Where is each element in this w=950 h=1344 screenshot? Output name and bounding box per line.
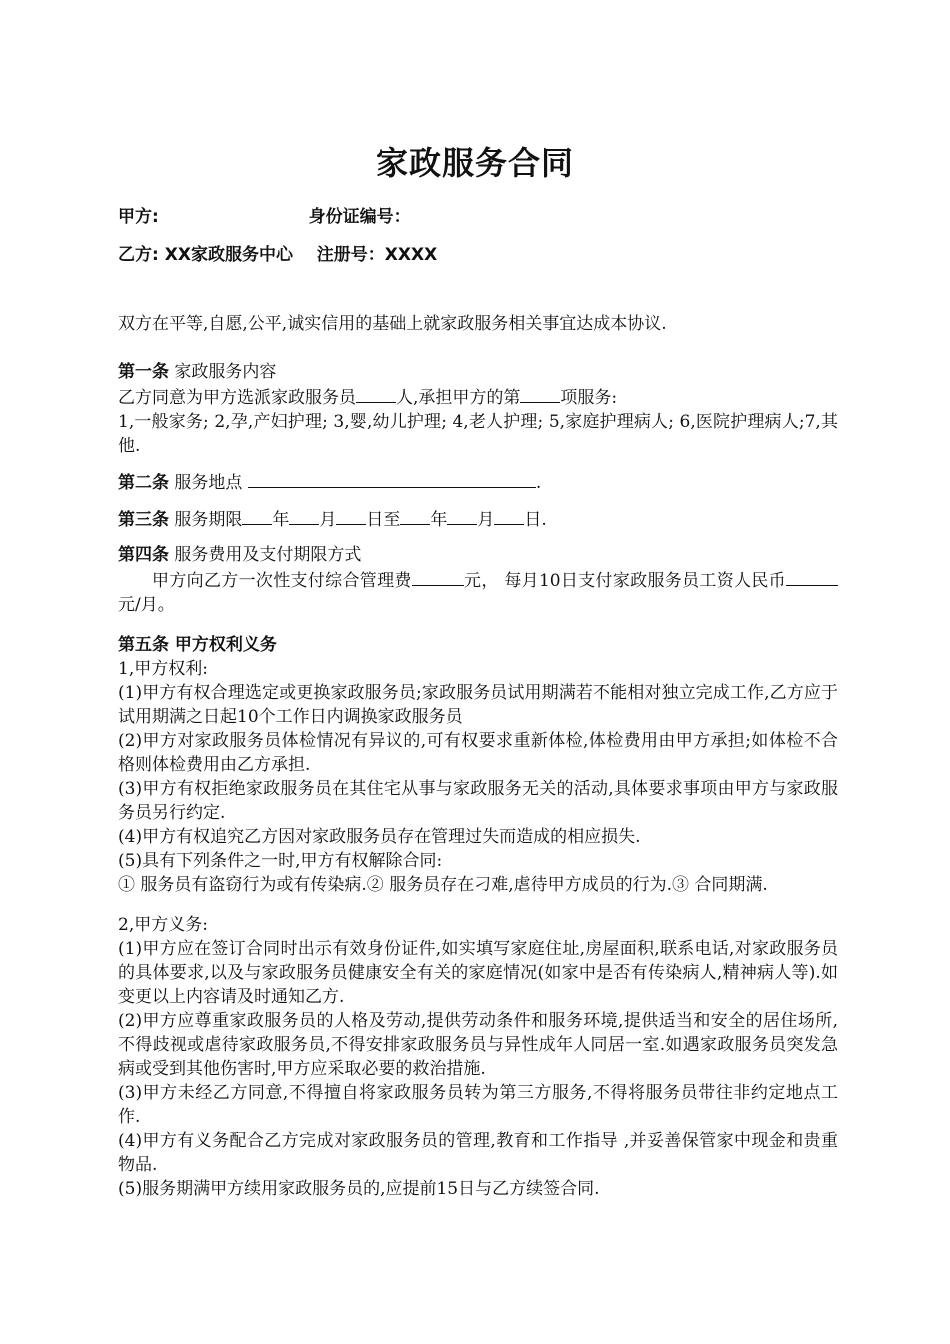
party-b-name: XX家政服务中心 bbox=[164, 245, 293, 265]
article-4-text: 甲方向乙方一次性支付综合管理费 元， 每月10日支付家政服务员工资人民币元/月。 bbox=[118, 567, 838, 617]
article-4-heading: 第四条 服务费用及支付期限方式 bbox=[118, 545, 362, 565]
article-2: 第二条 服务地点 . bbox=[118, 469, 838, 495]
article-1-line: 乙方同意为甲方选派家政服务员 人,承担甲方的第 项服务: bbox=[118, 384, 838, 410]
contract-body bbox=[118, 312, 838, 1201]
rights-heading: 1,甲方权利: bbox=[118, 659, 208, 679]
right-4: (4)甲方有权追究乙方因对家政服务员存在管理过失而造成的相应损失. bbox=[118, 827, 641, 847]
blank-item bbox=[520, 384, 560, 403]
document-title: 家政服务合同 bbox=[375, 144, 574, 182]
party-b-reg-no: XXXX bbox=[384, 245, 438, 265]
article-1-items: 1,一般家务; 2,孕,产妇护理; 3,婴,幼儿护理; 4,老人护理; 5,家庭护理病人; 6,医院护理病人;7,其他. bbox=[118, 412, 838, 456]
party-b-line bbox=[118, 240, 437, 265]
duties-heading: 2,甲方义务: bbox=[118, 915, 208, 935]
party-a-line bbox=[118, 202, 411, 227]
duty-2: (2)甲方应尊重家政服务员的人格及劳动,提供劳动条件和服务环境,提供适当和安全的居住场所,不得歧视或虐待家政服务员,不得安排家政服务员与异性成年人同居一室.如遇家政服务员突发急病或受到其他伤害时,甲方应采取必要的救治措施. bbox=[118, 1011, 838, 1079]
article-1-heading: 第一条 家政服务内容 bbox=[118, 362, 277, 382]
blank-location bbox=[248, 469, 536, 488]
right-1: (1)甲方有权合理选定或更换家政服务员;家政服务员试用期满若不能相对独立完成工作,乙方应于试用期满之日起10个工作日内调换家政服务员 bbox=[118, 683, 838, 727]
right-2: (2)甲方对家政服务员体检情况有异议的,可有权要求重新体检,体检费用由甲方承担;如体检不合格则体检费用由乙方承担. bbox=[118, 731, 838, 775]
party-a-id-label: 身份证编号： bbox=[308, 207, 411, 227]
party-b-label: 乙方: bbox=[118, 245, 159, 265]
duty-3: (3)甲方未经乙方同意,不得擅自将家政服务员转为第三方服务,不得将服务员带往非约定地点工作. bbox=[118, 1083, 838, 1127]
right-5-conditions: ① 服务员有盗窃行为或有传染病.② 服务员存在刁难,虐待甲方成员的行为.③ 合同期满. bbox=[118, 875, 768, 895]
intro-paragraph: 双方在平等,自愿,公平,诚实信用的基础上就家政服务相关事宜达成本协议. bbox=[118, 314, 667, 334]
blank-count bbox=[356, 384, 396, 403]
right-5: (5)具有下列条件之一时,甲方有权解除合同: bbox=[118, 851, 443, 871]
duty-5: (5)服务期满甲方续用家政服务员的,应提前15日与乙方续签合同. bbox=[118, 1179, 600, 1199]
party-a-label: 甲方: bbox=[118, 207, 159, 227]
article-3: 第三条 服务期限 年 月 日至 年 月 日. bbox=[118, 506, 838, 532]
article-5-heading: 第五条 甲方权利义务 bbox=[118, 635, 277, 655]
duty-4: (4)甲方有义务配合乙方完成对家政服务员的管理,教育和工作指导 ,并妥善保管家中现金和贵重物品. bbox=[118, 1131, 838, 1175]
right-3: (3)甲方有权拒绝家政服务员在其住宅从事与家政服务无关的活动,具体要求事项由甲方与家政服务员另行约定. bbox=[118, 779, 838, 823]
party-b-reg-label: 注册号： bbox=[316, 245, 385, 265]
duty-1: (1)甲方应在签订合同时出示有效身份证件,如实填写家庭住址,房屋面积,联系电话,对家政服务员的具体要求,以及与家政服务员健康安全有关的家庭情况(如家中是否有传染病人,精神病人等).如变更以上内容请及时通知乙方. bbox=[118, 939, 838, 1007]
